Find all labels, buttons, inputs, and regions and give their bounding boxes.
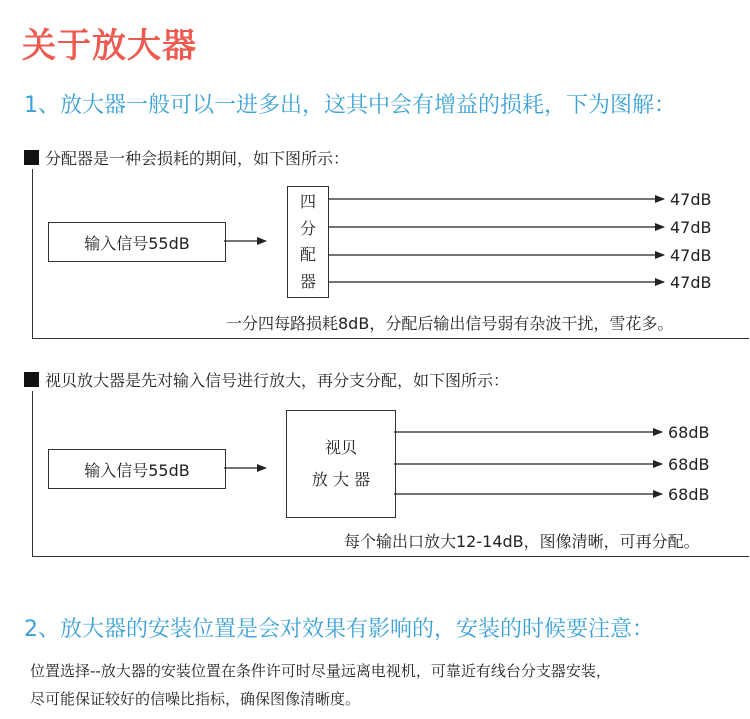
section2-heading: 2、放大器的安装位置是会对效果有影响的，安装的时候要注意： [24, 617, 654, 642]
install-text-line2: 尽可能保证较好的信噪比指标，确保图像清晰度。 [30, 690, 361, 708]
diagram1-input-label: 输入信号55dB [84, 233, 190, 253]
diagram1-output-3: 47dB [670, 246, 712, 265]
splitter-char: 配 [299, 245, 316, 265]
install-text-line1: 位置选择--放大器的安装位置在条件许可时尽量远离电视机，可靠近有线台分支器安装， [30, 662, 611, 680]
diagram2-output-3: 68dB [668, 485, 710, 504]
diagram1-output-2: 47dB [670, 218, 712, 237]
diagram2-output-2: 68dB [668, 455, 710, 474]
amplifier-label-line2: 放 大 器 [311, 470, 371, 489]
diagram2-input-label: 输入信号55dB [84, 460, 190, 480]
diagram2-output-1: 68dB [668, 423, 710, 442]
diagram1-output-4: 47dB [670, 273, 712, 292]
diagram1-output-1: 47dB [670, 190, 712, 209]
splitter-char: 分 [299, 218, 316, 238]
page-title: 关于放大器 [22, 26, 197, 66]
splitter-char: 器 [299, 271, 316, 291]
amplifier-label-line1: 视贝 [324, 438, 357, 457]
diagram2-description-text: 视贝放大器是先对输入信号进行放大，再分支分配，如下图所示： [45, 371, 510, 390]
diagram1-description-text: 分配器是一种会损耗的期间，如下图所示： [45, 149, 350, 168]
section1-heading: 1、放大器一般可以一进多出，这其中会有增益的损耗，下为图解： [24, 93, 676, 118]
diagram1-note: 一分四每路损耗8dB，分配后输出信号弱有杂波干扰，雪花多。 [226, 314, 674, 333]
splitter-char: 四 [299, 192, 316, 212]
diagram2-note: 每个输出口放大12-14dB，图像清晰，可再分配。 [344, 532, 700, 551]
